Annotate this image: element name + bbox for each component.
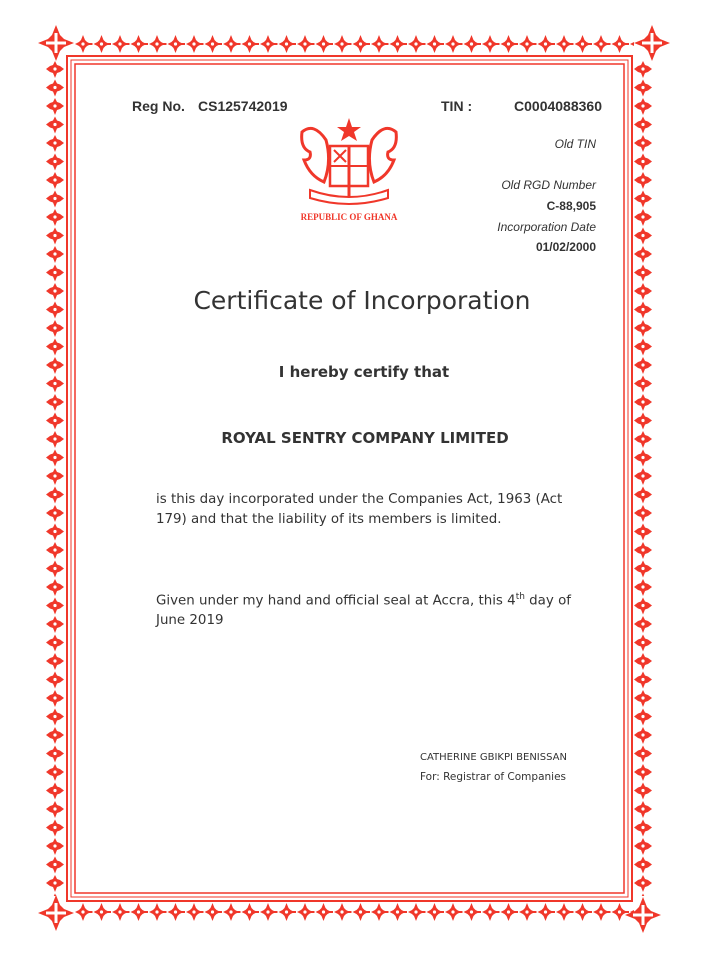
given-text: Given under my hand and official seal at Accra, this 4 xyxy=(156,593,516,609)
incorporation-date-label: Incorporation Date xyxy=(497,220,596,234)
ghana-coat-of-arms xyxy=(296,112,402,220)
tin-label: TIN : xyxy=(441,98,473,114)
signatory-name: CATHERINE GBIKPI BENISSAN xyxy=(420,752,567,763)
given-under-statement xyxy=(156,587,586,631)
coat-of-arms-icon xyxy=(296,112,402,208)
old-tin-label: Old TIN xyxy=(554,137,596,151)
reg-no-value: CS125742019 xyxy=(198,98,288,114)
incorporation-statement: is this day incorporated under the Companies Act, 1963 (Act 179) and that the liability of its members is limited. xyxy=(156,492,563,527)
ordinal-suffix: th xyxy=(515,592,525,602)
certify-statement: I hereby certify that xyxy=(278,363,450,381)
tin-value: C0004088360 xyxy=(514,98,602,114)
incorporation-date-value: 01/02/2000 xyxy=(535,240,596,254)
signatory-role: For: Registrar of Companies xyxy=(420,771,567,783)
given-date-text: day of June 2019 xyxy=(156,593,571,629)
company-name: ROYAL SENTRY COMPANY LIMITED xyxy=(221,429,509,447)
old-rgd-value: C-88,905 xyxy=(546,199,596,213)
old-rgd-label: Old RGD Number xyxy=(501,178,596,192)
emblem-caption: REPUBLIC OF GHANA xyxy=(300,212,398,222)
certificate-title: Certificate of Incorporation xyxy=(193,286,531,315)
reg-no-label: Reg No. xyxy=(132,98,185,114)
